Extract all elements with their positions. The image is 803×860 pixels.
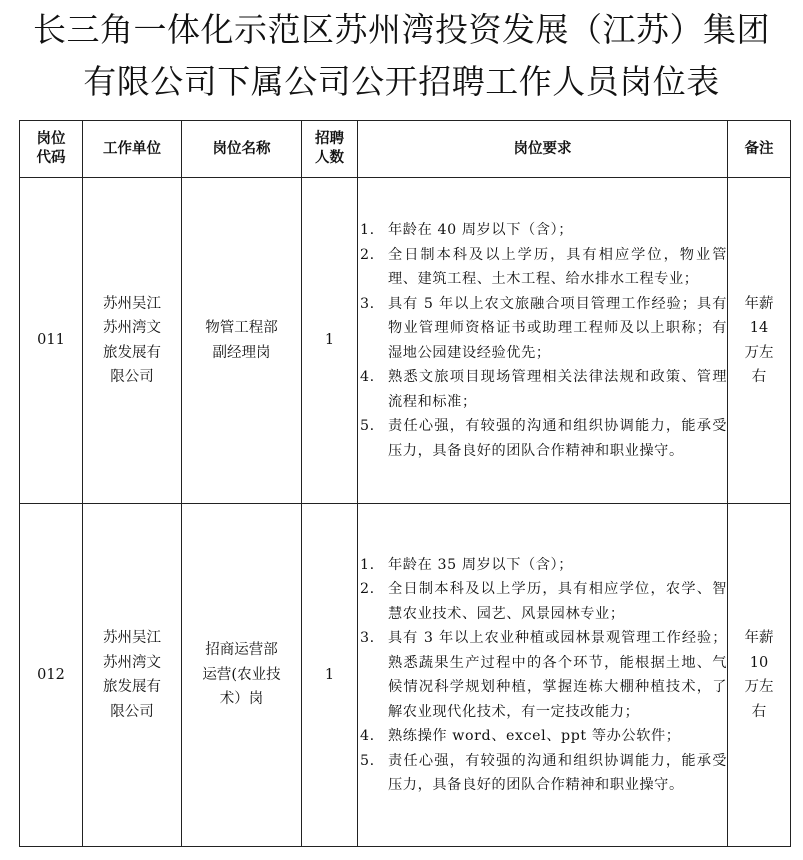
position-requirements (358, 504, 728, 847)
table-row (20, 178, 791, 504)
document-title (0, 4, 803, 108)
work-unit: 苏州吴江苏州湾文旅发展有限公司 (83, 178, 182, 504)
list-item: 1. 年龄在 40 周岁以下（含）； (360, 222, 574, 238)
remarks: 年薪14 万左右 (728, 178, 791, 504)
list-item: 2. 全日制本科及以上学历，具有相应学位，农学、智慧农业技术、园艺、风景园林专业； (360, 581, 727, 622)
list-item: 1. 年龄在 35 周岁以下（含）； (360, 556, 574, 573)
remarks: 年薪10 万左右 (728, 504, 791, 847)
requirements-list (358, 218, 727, 463)
list-item: 3. 具有 5 年以上农文旅融合项目管理工作经验；具有物业管理师资格证书或助理工程师及以上职称；有湿地公园建设经验优先； (360, 295, 727, 361)
list-item: 3. 具有 3 年以上农业种植或园林景观管理工作经验；熟悉蔬果生产过程中的各个环节，能根据土地、气候情况科学规划种植，掌握连栋大棚种植技术，了解农业现代化技术，有一定技改能力； (360, 630, 727, 720)
hire-count: 1 (302, 504, 358, 847)
position-name: 物管工程部副经理岗 (182, 178, 302, 504)
list-item: 4. 熟悉文旅项目现场管理相关法律法规和政策、管理流程和标准； (360, 369, 727, 410)
position-name: 招商运营部运营(农业技术）岗 (182, 504, 302, 847)
document-title-line-1: 长三角一体化示范区苏州湾投资发展（江苏）集团 (33, 10, 770, 49)
position-requirements (358, 178, 728, 504)
list-item: 5. 责任心强，有较强的沟通和组织协调能力，能承受压力，具备良好的团队合作精神和职业操守。 (360, 752, 727, 793)
position-code: 011 (20, 178, 83, 504)
hire-count: 1 (302, 178, 358, 504)
header-unit: 工作单位 (83, 121, 182, 178)
document-title-line-2: 有限公司下属公司公开招聘工作人员岗位表 (83, 62, 720, 101)
header-count: 招聘人数 (302, 121, 358, 178)
table-row (20, 504, 791, 847)
requirements-list (358, 553, 727, 798)
header-remarks: 备注 (728, 121, 791, 178)
job-positions-table (19, 120, 791, 847)
work-unit: 苏州吴江苏州湾文旅发展有限公司 (83, 504, 182, 847)
header-requirements: 岗位要求 (358, 121, 728, 178)
header-code: 岗位代码 (20, 121, 83, 178)
list-item: 5. 责任心强，有较强的沟通和组织协调能力，能承受压力，具备良好的团队合作精神和职业操守。 (360, 418, 727, 459)
header-position: 岗位名称 (182, 121, 302, 178)
position-code: 012 (20, 504, 83, 847)
list-item: 2. 全日制本科及以上学历，具有相应学位，物业管理、建筑工程、土木工程、给水排水工程专业； (360, 246, 727, 287)
list-item: 4. 熟练操作 word、excel、ppt 等办公软件； (360, 728, 681, 744)
table-header-row (20, 121, 791, 178)
